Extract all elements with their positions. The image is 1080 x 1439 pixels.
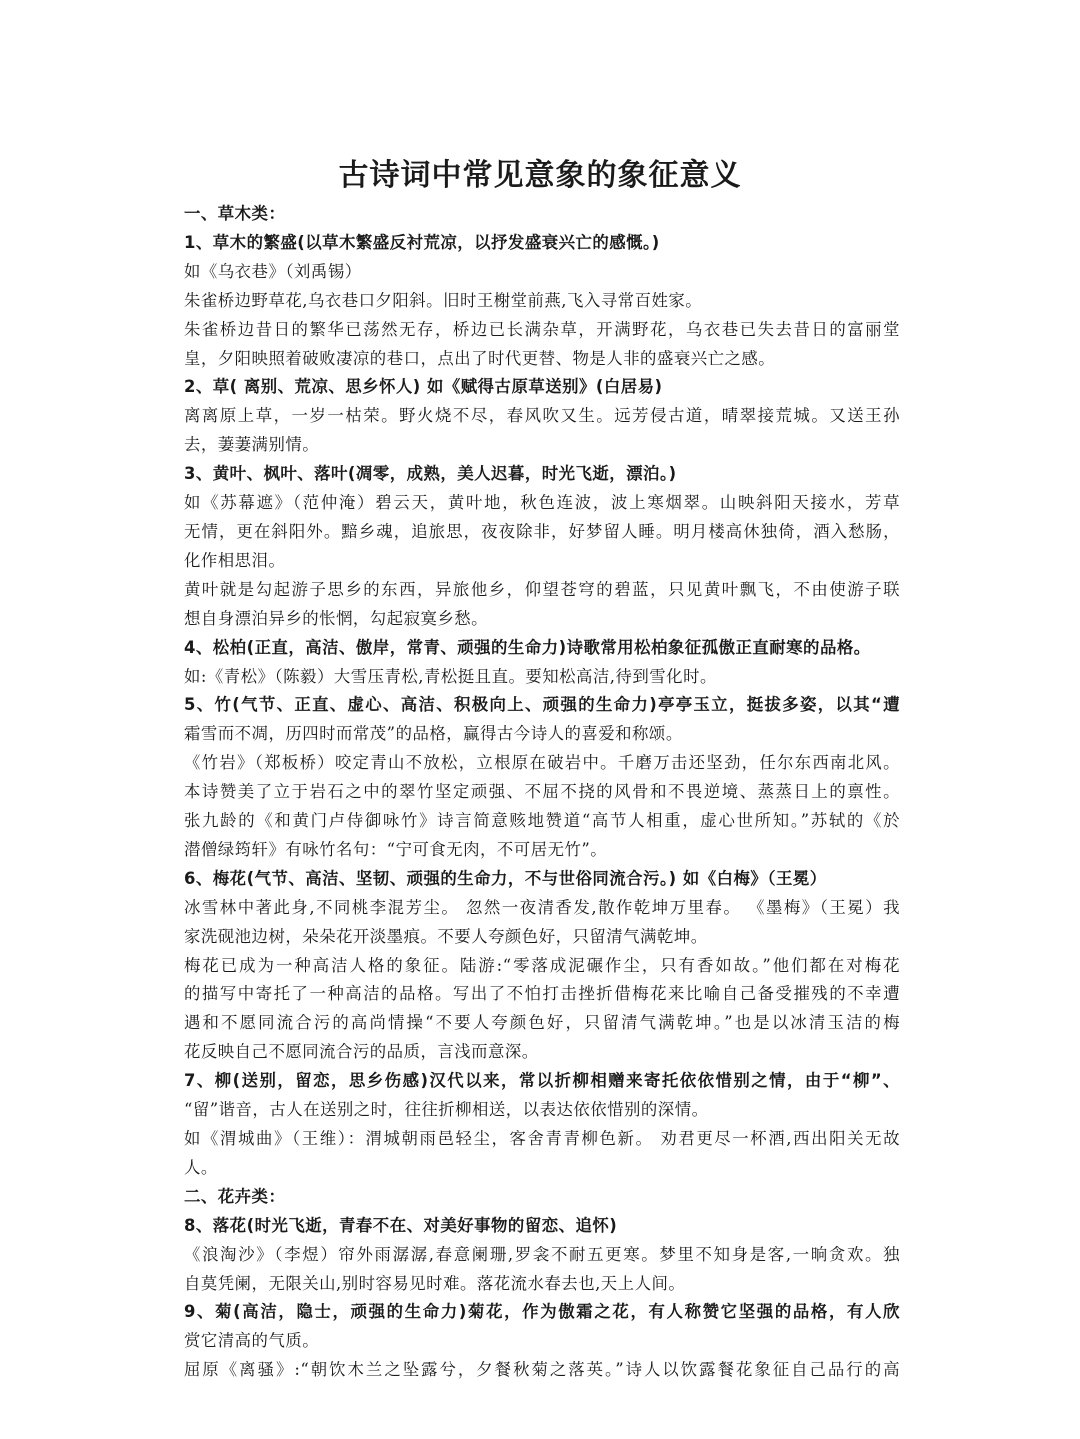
text-line: 遇和不愿同流合污的高尚情操“不要人夸颜色好，只留清气满乾坤。”也是以冰清玉洁的梅 xyxy=(184,1013,900,1033)
text-line: 化作相思泪。 xyxy=(184,550,286,570)
text-line: 想自身漂泊异乡的怅惘，勾起寂寞乡愁。 xyxy=(184,608,489,628)
item-heading: 7、柳(送别，留恋，思乡伤感)汉代以来，常以折柳相赠来寄托依依惜别之情，由于“柳”、 xyxy=(184,1071,900,1091)
text-line: 自莫凭阑，无限关山,别时容易见时难。落花流水春去也,天上人间。 xyxy=(184,1273,686,1293)
text-line: 无情，更在斜阳外。黯乡魂，追旅思，夜夜除非，好梦留人睡。明月楼高休独倚，酒入愁肠， xyxy=(184,521,900,541)
item-heading: 5、竹(气节、正直、虚心、高洁、积极向上、顽强的生命力)亭亭玉立，挺拔多姿，以其“遭 xyxy=(184,695,900,715)
text-line: 屈原《离骚》:“朝饮木兰之坠露兮，夕餐秋菊之落英。”诗人以饮露餐花象征自己品行的高 xyxy=(184,1360,900,1380)
text-line: 梅花已成为一种高洁人格的象征。陆游:“零落成泥碾作尘，只有香如故。”他们都在对梅花 xyxy=(184,955,900,975)
document-body xyxy=(184,200,900,1385)
text-line: 皇，夕阳映照着破败凄凉的巷口，点出了时代更替、物是人非的盛衰兴亡之感。 xyxy=(184,348,776,368)
item-heading: 3、黄叶、枫叶、落叶(凋零，成熟，美人迟暮，时光飞逝，漂泊。) xyxy=(184,464,677,484)
text-line: 去，萋萋满别情。 xyxy=(184,435,320,455)
text-line: 冰雪林中著此身,不同桃李混芳尘。 忽然一夜清香发,散作乾坤万里春。 《墨梅》（王冕）我 xyxy=(184,897,900,917)
text-line: 黄叶就是勾起游子思乡的东西，异旅他乡，仰望苍穹的碧蓝，只见黄叶飘飞，不由使游子联 xyxy=(184,579,900,599)
text-line: 如《乌衣巷》（刘禹锡） xyxy=(184,261,362,281)
text-line: “留”谐音，古人在送别之时，往往折柳相送，以表达依依惜别的深情。 xyxy=(184,1100,709,1120)
item-heading: 6、梅花(气节、高洁、坚韧、顽强的生命力，不与世俗同流合污。) 如《白梅》（王冕） xyxy=(184,868,827,888)
text-line: 朱雀桥边昔日的繁华已荡然无存，桥边已长满杂草，开满野花，乌衣巷已失去昔日的富丽堂 xyxy=(184,319,900,339)
item-heading: 4、松柏(正直，高洁、傲岸，常青、顽强的生命力)诗歌常用松柏象征孤傲正直耐寒的品格。 xyxy=(184,637,871,657)
text-line: 的描写中寄托了一种高洁的品格。写出了不怕打击挫折借梅花来比喻自己备受摧残的不幸遭 xyxy=(184,984,900,1004)
text-line: 潜僧绿筠轩》有咏竹名句：“宁可食无肉，不可居无竹”。 xyxy=(184,839,608,859)
item-heading: 9、菊(高洁，隐士，顽强的生命力)菊花，作为傲霜之花，有人称赞它坚强的品格，有人欣 xyxy=(184,1302,900,1322)
item-heading: 8、落花(时光飞逝，青春不在、对美好事物的留恋、追怀) xyxy=(184,1215,618,1235)
text-line: 花反映自己不愿同流合污的品质，言浅而意深。 xyxy=(184,1042,539,1062)
text-line: 如:《青松》（陈毅）大雪压青松,青松挺且直。要知松高洁,待到雪化时。 xyxy=(184,666,717,686)
item-heading: 2、草( 离别、荒凉、思乡怀人) 如《赋得古原草送别》(白居易) xyxy=(184,377,663,397)
text-line: 离离原上草，一岁一枯荣。野火烧不尽，春风吹又生。远芳侵古道，晴翠接荒城。又送王孙 xyxy=(184,406,900,426)
text-line: 家洗砚池边树，朵朵花开淡墨痕。不要人夸颜色好，只留清气满乾坤。 xyxy=(184,926,708,946)
text-line: 人。 xyxy=(184,1157,218,1177)
text-line: 赏它清高的气质。 xyxy=(184,1331,320,1351)
text-line: 本诗赞美了立于岩石之中的翠竹坚定顽强、不屈不挠的风骨和不畏逆境、蒸蒸日上的禀性。 xyxy=(184,782,900,802)
text-line: 《浪淘沙》（李煜）帘外雨潺潺,春意阑珊,罗衾不耐五更寒。梦里不知身是客,一晌贪欢。独 xyxy=(184,1244,900,1264)
section-heading: 二、花卉类： xyxy=(184,1186,286,1206)
text-line: 如《苏幕遮》（范仲淹）碧云天，黄叶地，秋色连波，波上寒烟翠。山映斜阳天接水，芳草 xyxy=(184,493,900,513)
page-title: 古诗词中常见意象的象征意义 xyxy=(338,158,742,193)
text-line: 如《渭城曲》（王维）：渭城朝雨邑轻尘，客舍青青柳色新。 劝君更尽一杯酒,西出阳关无故 xyxy=(184,1129,900,1148)
text-line: 张九龄的《和黄门卢侍御咏竹》诗言简意赅地赞道“高节人相重，虚心世所知。”苏轼的《於 xyxy=(184,811,900,831)
item-heading: 1、草木的繁盛(以草木繁盛反衬荒凉，以抒发盛衰兴亡的感慨。) xyxy=(184,232,660,252)
text-line: 《竹岩》（郑板桥）咬定青山不放松，立根原在破岩中。千磨万击还坚劲，任尔东西南北风。 xyxy=(184,753,900,773)
text-line: 朱雀桥边野草花,乌衣巷口夕阳斜。旧时王榭堂前燕,飞入寻常百姓家。 xyxy=(184,290,703,310)
section-heading: 一、草木类： xyxy=(184,204,286,223)
text-line: 霜雪而不凋，历四时而常茂”的品格，赢得古今诗人的喜爱和称颂。 xyxy=(184,724,683,744)
